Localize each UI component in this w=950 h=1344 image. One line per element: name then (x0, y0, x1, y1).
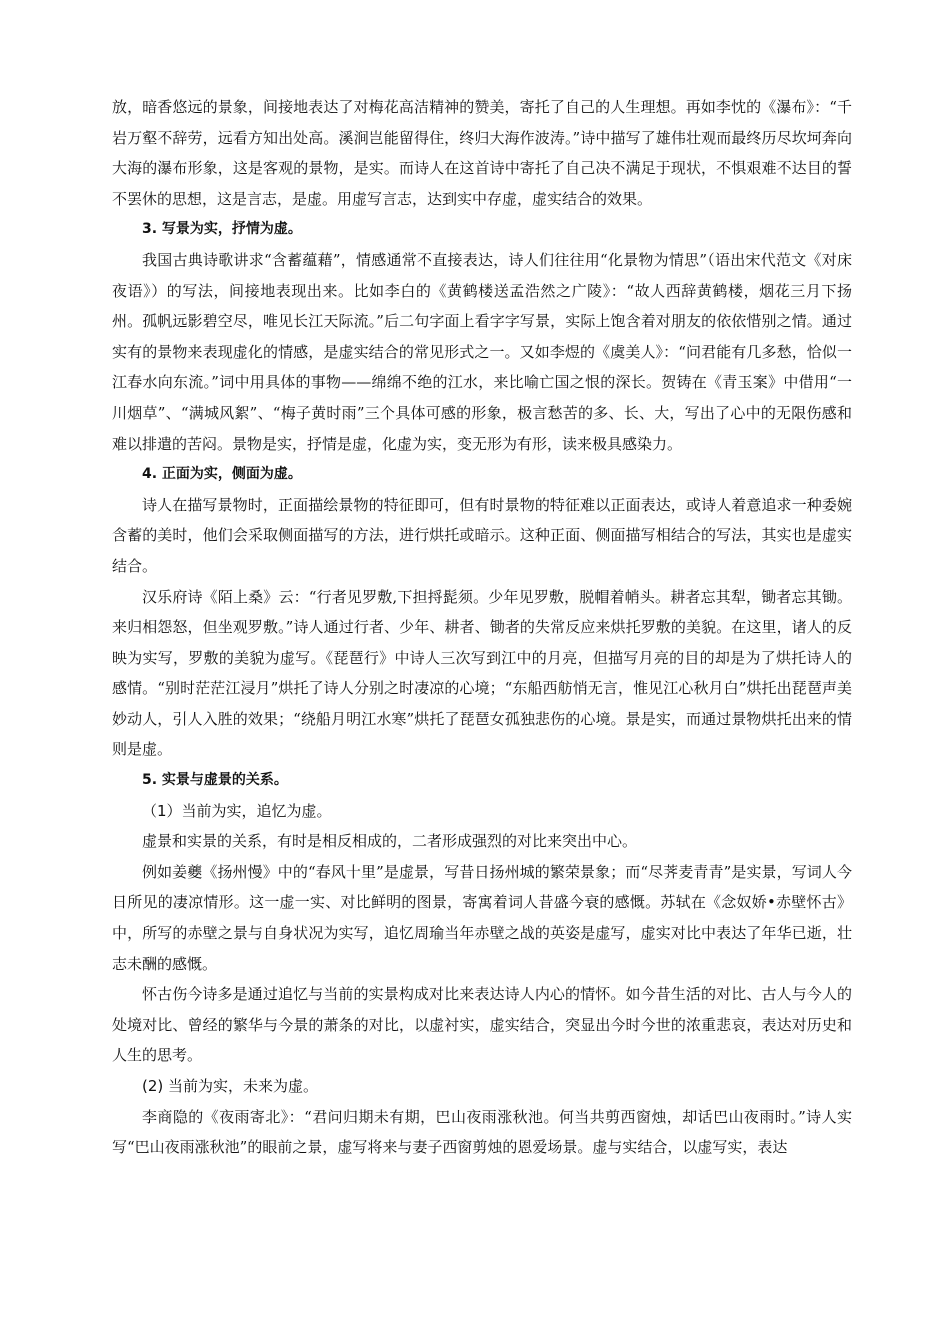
paragraph-waterfall: 放，暗香悠远的景象，间接地表达了对梅花高洁精神的赞美，寄托了自己的人生理想。再如李忱的《瀑布》：“千岩万壑不辞劳，远看方知出处高。溪涧岂能留得住，终归大海作波涛。”诗中描写了雄伟壮观而最终历尽坎坷奔向大海的瀑布形象，这是客观的景物，是实。而诗人在这首诗中寄托了自己决不满足于现状，不惧艰难不达目的誓不罢休的思想，这是言志，是虚。用虚写言志，达到实中存虚，虚实结合的效果。 (112, 98, 852, 208)
paragraph-moshangsang: 汉乐府诗《陌上桑》云：“行者见罗敷,下担捋髭须。少年见罗敷，脱帽着帩头。耕者忘其犁，锄者忘其锄。来归相怨怒，但坐观罗敷。”诗人通过行者、少年、耕者、锄者的失常反应来烘托罗敷的美貌。在这里，诸人的反映为实写，罗敷的美貌为虚写。《琵琶行》中诗人三次写到江中的月亮，但描写月亮的目的却是为了烘托诗人的感情。“别时茫茫江浸月”烘托了诗人分别之时凄凉的心境；“东船西舫悄无言，惟见江心秋月白”烘托出琵琶声美妙动人，引人入胜的效果；“绕船月明江水寒”烘托了琵琶女孤独悲伤的心境。景是实，而通过景物烘托出来的情则是虚。 (112, 587, 852, 759)
paragraph-scenery-emotion: 我国古典诗歌讲求“含蓄蕴藉”，情感通常不直接表达，诗人们往往用“化景物为情思”（语出宋代范文《对床夜语》）的写法，间接地表现出来。比如李白的《黄鹤楼送孟浩然之广陵》：“故人西辞黄鹤楼，烟花三月下扬州。孤帆远影碧空尽，唯见长江天际流。”后二句字面上看字字写景，实际上饱含着对朋友的依依惜别之情。通过实有的景物来表现虚化的情感，是虚实结合的常见形式之一。又如李煜的《虞美人》：“问君能有几多愁，恰似一江春水向东流。”词中用具体的事物——绵绵不绝的江水，来比喻亡国之恨的深长。贺铸在《青玉案》中借用“一川烟草”、“满城风絮”、“梅子黄时雨”三个具体可感的形象，极言愁苦的多、长、大，写出了心中的无限伤感和难以排遣的苦闷。景物是实，抒情是虚，化虚为实，变无形为有形，读来极具感染力。 (112, 250, 852, 453)
subheading-1: （1）当前为实，追忆为虚。 (142, 801, 332, 820)
section-heading-4: 4. 正面为实，侧面为虚。 (142, 466, 302, 483)
document-body (112, 92, 852, 1163)
paragraph-contrast: 虚景和实景的关系，有时是相反相成的，二者形成强烈的对比来突出中心。 (142, 832, 638, 851)
paragraph-yeyujibei: 李商隐的《夜雨寄北》：“君问归期未有期，巴山夜雨涨秋池。何当共剪西窗烛，却话巴山夜雨时。”诗人实写“巴山夜雨涨秋池”的眼前之景，虚写将来与妻子西窗剪烛的恩爱场景。虚与实结合，以虚写实，表达 (112, 1107, 852, 1157)
section-heading-3: 3. 写景为实，抒情为虚。 (142, 221, 302, 238)
paragraph-huaigu: 怀古伤今诗多是通过追忆与当前的实景构成对比来表达诗人内心的情怀。如今昔生活的对比、古人与今人的处境对比、曾经的繁华与今景的萧条的对比，以虚衬实，虚实结合，突显出今时今世的浓重悲哀，表达对历史和人生的思考。 (112, 985, 852, 1065)
subheading-2: (2) 当前为实，未来为虚。 (142, 1077, 319, 1095)
paragraph-side-description: 诗人在描写景物时，正面描绘景物的特征即可，但有时景物的特征难以正面表达，或诗人着意追求一种委婉含蓄的美时，他们会采取侧面描写的方法，进行烘托或暗示。这种正面、侧面描写相结合的写法，其实也是虚实结合。 (112, 495, 852, 575)
paragraph-yangzhoumanshi: 例如姜夔《扬州慢》中的“春风十里”是虚景，写昔日扬州城的繁荣景象；而“尽荠麦青青”是实景，写词人今日所见的凄凉情形。这一虚一实、对比鲜明的图景，寄寓着词人昔盛今衰的感慨。苏轼在《念奴娇•赤壁怀古》中，所写的赤壁之景与自身状况为实写，追忆周瑜当年赤壁之战的英姿是虚写，虚实对比中表达了年华已逝，壮志未酬的感慨。 (112, 862, 852, 973)
section-heading-5: 5. 实景与虚景的关系。 (142, 772, 288, 789)
